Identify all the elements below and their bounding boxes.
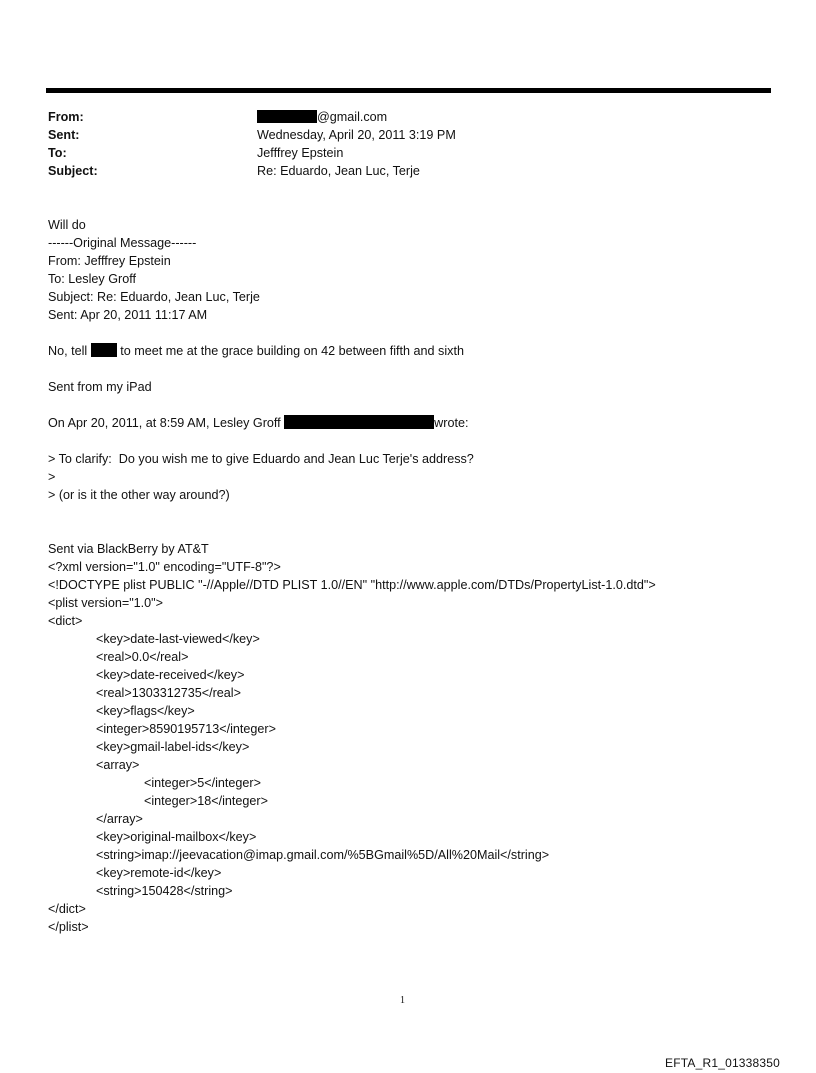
top-rule (46, 88, 771, 93)
xml-line: <key>flags</key> (96, 704, 195, 718)
subject-row (48, 162, 748, 180)
original-from: From: Jefffrey Epstein (48, 254, 171, 268)
sent-value: Wednesday, April 20, 2011 3:19 PM (257, 128, 456, 142)
quoted-line: > (48, 470, 56, 484)
xml-line: <integer>5</integer> (144, 776, 261, 790)
xml-line: <plist version="1.0"> (48, 596, 164, 610)
subject-label: Subject: (48, 164, 98, 178)
to-value: Jefffrey Epstein (257, 146, 344, 160)
to-label: To: (48, 146, 67, 160)
xml-line: </array> (96, 812, 143, 826)
from-domain: @gmail.com (317, 110, 388, 124)
page-number: 1 (400, 995, 405, 1006)
xml-line: <key>remote-id</key> (96, 866, 222, 880)
xml-line: <!DOCTYPE plist PUBLIC "-//Apple//DTD PLIST 1.0//EN" "http://www.apple.com/DTDs/PropertyList-1.0.dtd"> (48, 578, 656, 592)
xml-line: <key>gmail-label-ids</key> (96, 740, 250, 754)
xml-line: <integer>18</integer> (144, 794, 268, 808)
original-message-marker: ------Original Message------ (48, 236, 197, 250)
email-header (48, 108, 748, 180)
xml-line: <string>150428</string> (96, 884, 233, 898)
original-to: To: Lesley Groff (48, 272, 136, 286)
message-body (48, 216, 788, 936)
quoted-line: > (or is it the other way around?) (48, 488, 230, 502)
xml-line: <key>original-mailbox</key> (96, 830, 257, 844)
quoted-attribution: On Apr 20, 2011, at 8:59 AM, Lesley Groff wrote: (48, 416, 469, 430)
to-row (48, 144, 748, 162)
bates-number: EFTA_R1_01338350 (665, 1056, 781, 1070)
sent-row (48, 126, 748, 144)
xml-line: </plist> (48, 920, 89, 934)
original-sent: Sent: Apr 20, 2011 11:17 AM (48, 308, 208, 322)
xml-line: <real>1303312735</real> (96, 686, 241, 700)
original-subject: Subject: Re: Eduardo, Jean Luc, Terje (48, 290, 260, 304)
blackberry-signature: Sent via BlackBerry by AT&T (48, 542, 209, 556)
xml-line: <dict> (48, 614, 83, 628)
subject-value: Re: Eduardo, Jean Luc, Terje (257, 164, 420, 178)
redaction-block (91, 343, 117, 357)
redaction-block (284, 415, 434, 429)
xml-line: <string>imap://jeevacation@imap.gmail.com/%5BGmail%5D/All%20Mail</string> (96, 848, 550, 862)
xml-line: <key>date-received</key> (96, 668, 245, 682)
redaction-block (257, 110, 317, 123)
xml-line: <real>0.0</real> (96, 650, 189, 664)
xml-line: <array> (96, 758, 140, 772)
from-label: From: (48, 110, 84, 124)
ipad-signature: Sent from my iPad (48, 380, 152, 394)
xml-line: </dict> (48, 902, 86, 916)
from-value (257, 108, 387, 126)
xml-line: <integer>8590195713</integer> (96, 722, 276, 736)
xml-line: <key>date-last-viewed</key> (96, 632, 260, 646)
instruction-line: No, tell to meet me at the grace building on 42 between fifth and sixth (48, 344, 464, 358)
xml-line: <?xml version="1.0" encoding="UTF-8"?> (48, 560, 281, 574)
from-row (48, 108, 748, 126)
sent-label: Sent: (48, 128, 80, 142)
quoted-line: > To clarify: Do you wish me to give Eduardo and Jean Luc Terje's address? (48, 452, 474, 466)
reply-text: Will do (48, 218, 86, 232)
